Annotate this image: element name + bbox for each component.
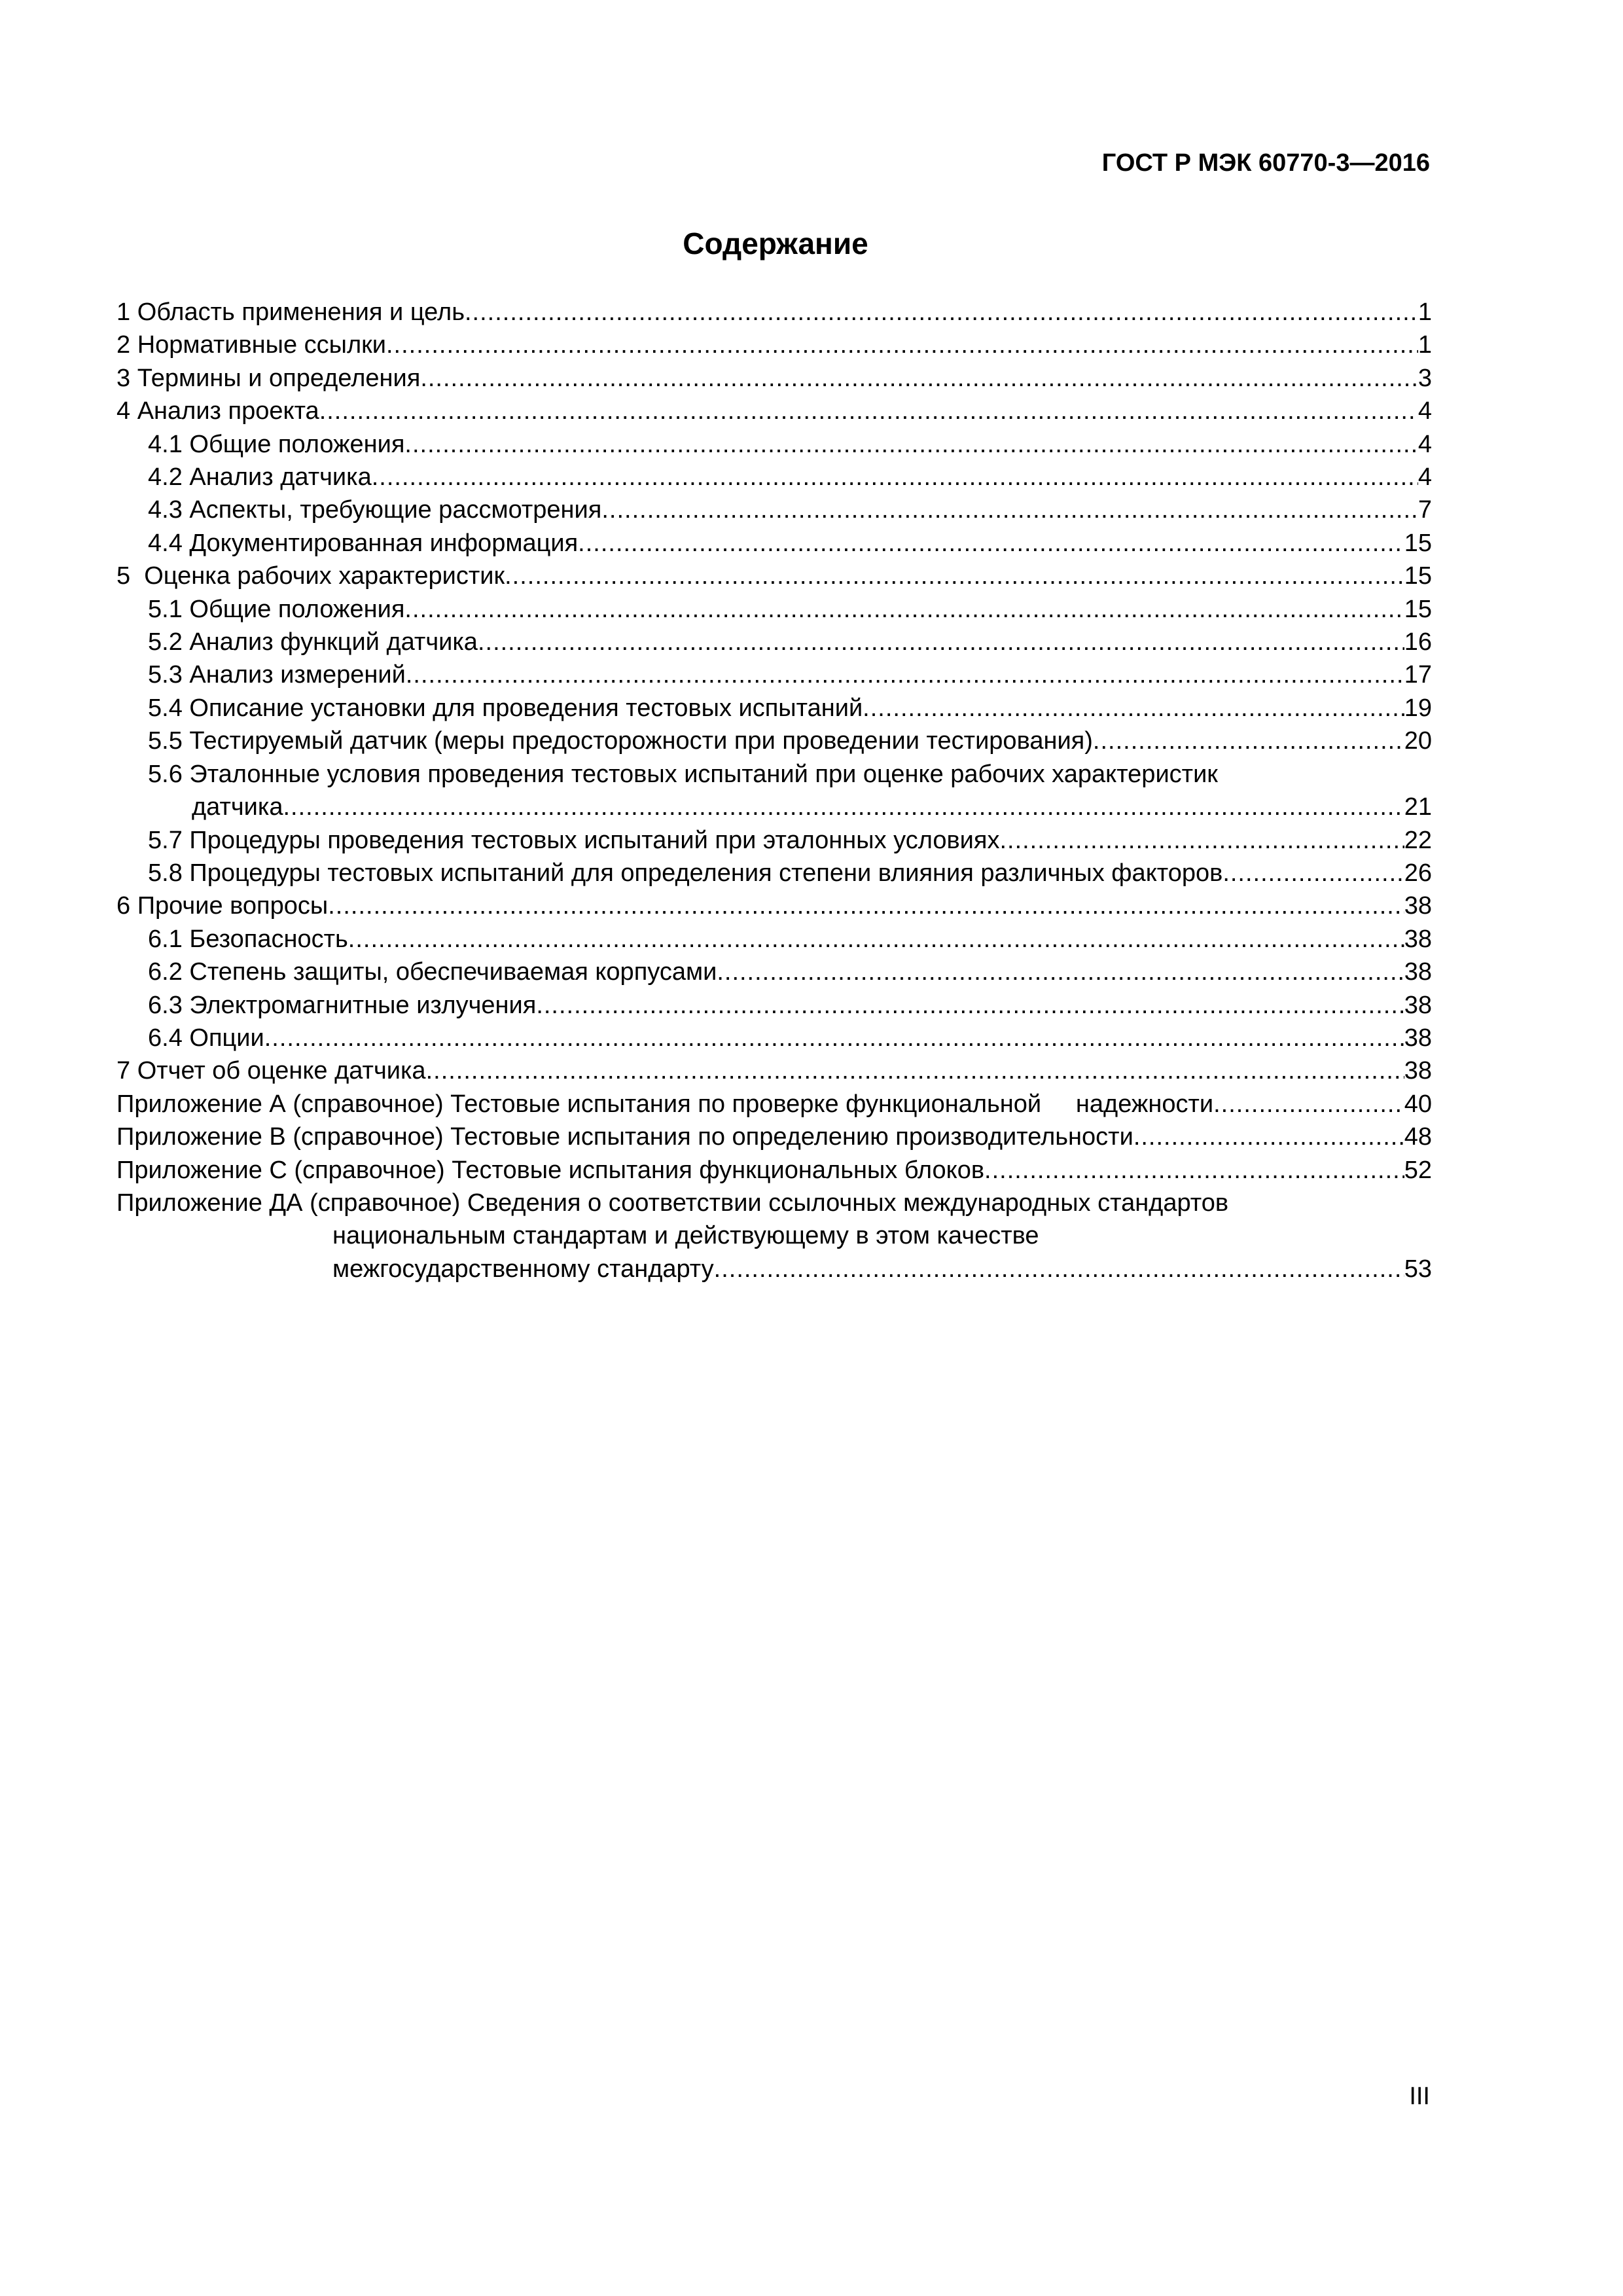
toc-leader-dots [1133, 1121, 1404, 1153]
toc-entry-page: 1 [1418, 298, 1432, 326]
toc-entry-label: 5.1 Общие положения [148, 595, 405, 623]
toc-entry-label-continuation: национальным стандартам и действующему в этом качестве [332, 1222, 1039, 1250]
toc-leader-dots [465, 296, 1418, 329]
toc-entry-page: 38 [1404, 1057, 1432, 1085]
toc-entry-5-5[interactable] [116, 725, 1432, 757]
toc-leader-dots [319, 395, 1418, 427]
toc-entry-label: 1 Область применения и цель [116, 298, 465, 326]
toc-leader-dots [601, 493, 1418, 526]
toc-leader-dots [348, 923, 1404, 956]
toc-entry-6-1[interactable] [116, 923, 1432, 956]
toc-entry-5[interactable] [116, 560, 1432, 592]
toc-leader-dots [984, 1154, 1404, 1187]
toc-entry-label-continuation: межгосударственному стандарту [332, 1255, 714, 1283]
toc-entry-1[interactable] [116, 296, 1432, 329]
toc-entry-5-7[interactable] [116, 824, 1432, 857]
toc-entry-page: 38 [1404, 925, 1432, 953]
toc-leader-dots [404, 428, 1418, 461]
toc-entry-page: 22 [1404, 826, 1432, 854]
toc-entry-2[interactable] [116, 329, 1432, 361]
toc-leader-dots [1222, 857, 1404, 889]
toc-entry-page: 15 [1404, 562, 1432, 590]
toc-entry-annex-da-continuation-2[interactable] [116, 1253, 1432, 1285]
toc-entry-label: 5.3 Анализ измерений [148, 661, 406, 689]
toc-entry-annex-c[interactable] [116, 1154, 1432, 1187]
toc-leader-dots [404, 593, 1404, 626]
toc-entry-label: 6.3 Электромагнитные излучения [148, 991, 537, 1019]
toc-entry-label: 4.3 Аспекты, требующие рассмотрения [148, 496, 602, 524]
toc-leader-dots [328, 889, 1404, 922]
toc-entry-label: 6.1 Безопасность [148, 925, 348, 953]
toc-entry-4-4[interactable] [116, 527, 1432, 560]
toc-entry-page: 38 [1404, 991, 1432, 1019]
toc-entry-4-1[interactable] [116, 428, 1432, 461]
toc-entry-label: 3 Термины и определения [116, 364, 421, 392]
toc-leader-dots [578, 527, 1404, 560]
toc-entry-4-3[interactable] [116, 493, 1432, 526]
toc-entry-label: 4 Анализ проекта [116, 397, 319, 425]
toc-leader-dots [1093, 725, 1404, 757]
toc-entry-page: 15 [1404, 595, 1432, 623]
toc-leader-dots [420, 362, 1418, 395]
toc-entry-page: 16 [1404, 628, 1432, 656]
document-code: ГОСТ Р МЭК 60770-3—2016 [1101, 149, 1430, 177]
toc-leader-dots [372, 461, 1418, 493]
toc-entry-page: 38 [1404, 958, 1432, 986]
toc-leader-dots [478, 626, 1404, 658]
toc-entry-label: 5.2 Анализ функций датчика [148, 628, 478, 656]
toc-leader-dots [426, 1054, 1404, 1087]
toc-entry-5-8[interactable] [116, 857, 1432, 889]
toc-entry-3[interactable] [116, 362, 1432, 395]
toc-leader-dots [505, 560, 1404, 592]
toc-entry-page: 7 [1418, 496, 1432, 524]
toc-entry-label: 2 Нормативные ссылки [116, 331, 386, 359]
toc-entry-page: 48 [1404, 1123, 1432, 1151]
toc-entry-4[interactable] [116, 395, 1432, 427]
toc-entry-label: Приложение В (справочное) Тестовые испытания по определению производительности [116, 1123, 1133, 1151]
toc-entry-6-4[interactable] [116, 1022, 1432, 1054]
toc-leader-dots [406, 658, 1404, 691]
toc-entry-label: Приложение ДА (справочное) Сведения о соответствии ссылочных международных стандартов [116, 1189, 1229, 1217]
toc-entry-page: 3 [1418, 364, 1432, 392]
toc-entry-4-2[interactable] [116, 461, 1432, 493]
toc-entry-label: 5.7 Процедуры проведения тестовых испытаний при эталонных условиях [148, 826, 1000, 854]
toc-entry-annex-da-continuation-1[interactable] [116, 1219, 1432, 1252]
toc-entry-page: 4 [1418, 397, 1432, 425]
toc-entry-page: 15 [1404, 529, 1432, 557]
toc-entry-5-6[interactable] [116, 758, 1432, 791]
toc-entry-page: 38 [1404, 1024, 1432, 1052]
toc-entry-annex-b[interactable] [116, 1121, 1432, 1153]
toc-entry-5-4[interactable] [116, 692, 1432, 725]
toc-entry-label: Приложение А (справочное) Тестовые испытания по проверке функциональной надежности [116, 1090, 1214, 1118]
toc-entry-6-3[interactable] [116, 989, 1432, 1022]
toc-entry-5-2[interactable] [116, 626, 1432, 658]
toc-entry-page: 19 [1404, 694, 1432, 722]
toc-entry-page: 21 [1404, 793, 1432, 821]
toc-entry-page: 26 [1404, 859, 1432, 887]
toc-entry-label: Приложение С (справочное) Тестовые испытания функциональных блоков [116, 1156, 985, 1184]
toc-leader-dots [536, 989, 1404, 1022]
toc-entry-label: 5.6 Эталонные условия проведения тестовых испытаний при оценке рабочих характеристик [148, 760, 1218, 788]
toc-entry-6[interactable] [116, 889, 1432, 922]
toc-entry-5-6-continuation[interactable] [116, 791, 1432, 823]
toc-entry-page: 38 [1404, 892, 1432, 920]
toc-entry-label: 5.5 Тестируемый датчик (меры предосторожности при проведении тестирования) [148, 727, 1093, 755]
toc-entry-page: 52 [1404, 1156, 1432, 1184]
toc-leader-dots [264, 1022, 1404, 1054]
toc-leader-dots [1213, 1088, 1404, 1121]
toc-leader-dots [717, 956, 1404, 988]
toc-entry-page: 1 [1418, 331, 1432, 359]
toc-entry-label: 7 Отчет об оценке датчика [116, 1057, 426, 1085]
toc-entry-label: 4.1 Общие положения [148, 430, 405, 458]
toc-entry-7[interactable] [116, 1054, 1432, 1087]
table-of-contents [116, 296, 1432, 1285]
toc-entry-5-3[interactable] [116, 658, 1432, 691]
toc-entry-label: 6.2 Степень защиты, обеспечиваемая корпусами [148, 958, 717, 986]
toc-entry-page: 53 [1404, 1255, 1432, 1283]
toc-entry-annex-da[interactable] [116, 1187, 1432, 1219]
toc-entry-label: 4.2 Анализ датчика [148, 463, 372, 492]
toc-leader-dots [999, 824, 1404, 857]
toc-entry-6-2[interactable] [116, 956, 1432, 988]
toc-entry-label: 5.8 Процедуры тестовых испытаний для определения степени влияния различных факторов [148, 859, 1223, 887]
toc-entry-page: 40 [1404, 1090, 1432, 1118]
toc-entry-label: 5.4 Описание установки для проведения тестовых испытаний [148, 694, 863, 722]
toc-entry-label: 5 Оценка рабочих характеристик [116, 562, 505, 590]
toc-entry-label: 6 Прочие вопросы [116, 892, 329, 920]
toc-leader-dots [863, 692, 1404, 725]
toc-entry-label: 6.4 Опции [148, 1024, 264, 1052]
toc-entry-page: 17 [1404, 661, 1432, 689]
toc-entry-page: 4 [1418, 463, 1432, 492]
toc-leader-dots [714, 1253, 1404, 1285]
toc-title: Содержание [683, 226, 868, 260]
toc-entry-page: 20 [1404, 727, 1432, 755]
toc-entry-annex-a[interactable] [116, 1088, 1432, 1121]
toc-entry-page: 4 [1418, 430, 1432, 458]
toc-leader-dots [386, 329, 1418, 361]
page-number: III [1409, 2083, 1430, 2110]
toc-entry-5-1[interactable] [116, 593, 1432, 626]
toc-entry-label-continuation: датчика [192, 793, 283, 821]
toc-entry-label: 4.4 Документированная информация [148, 529, 579, 557]
toc-leader-dots [283, 791, 1404, 823]
